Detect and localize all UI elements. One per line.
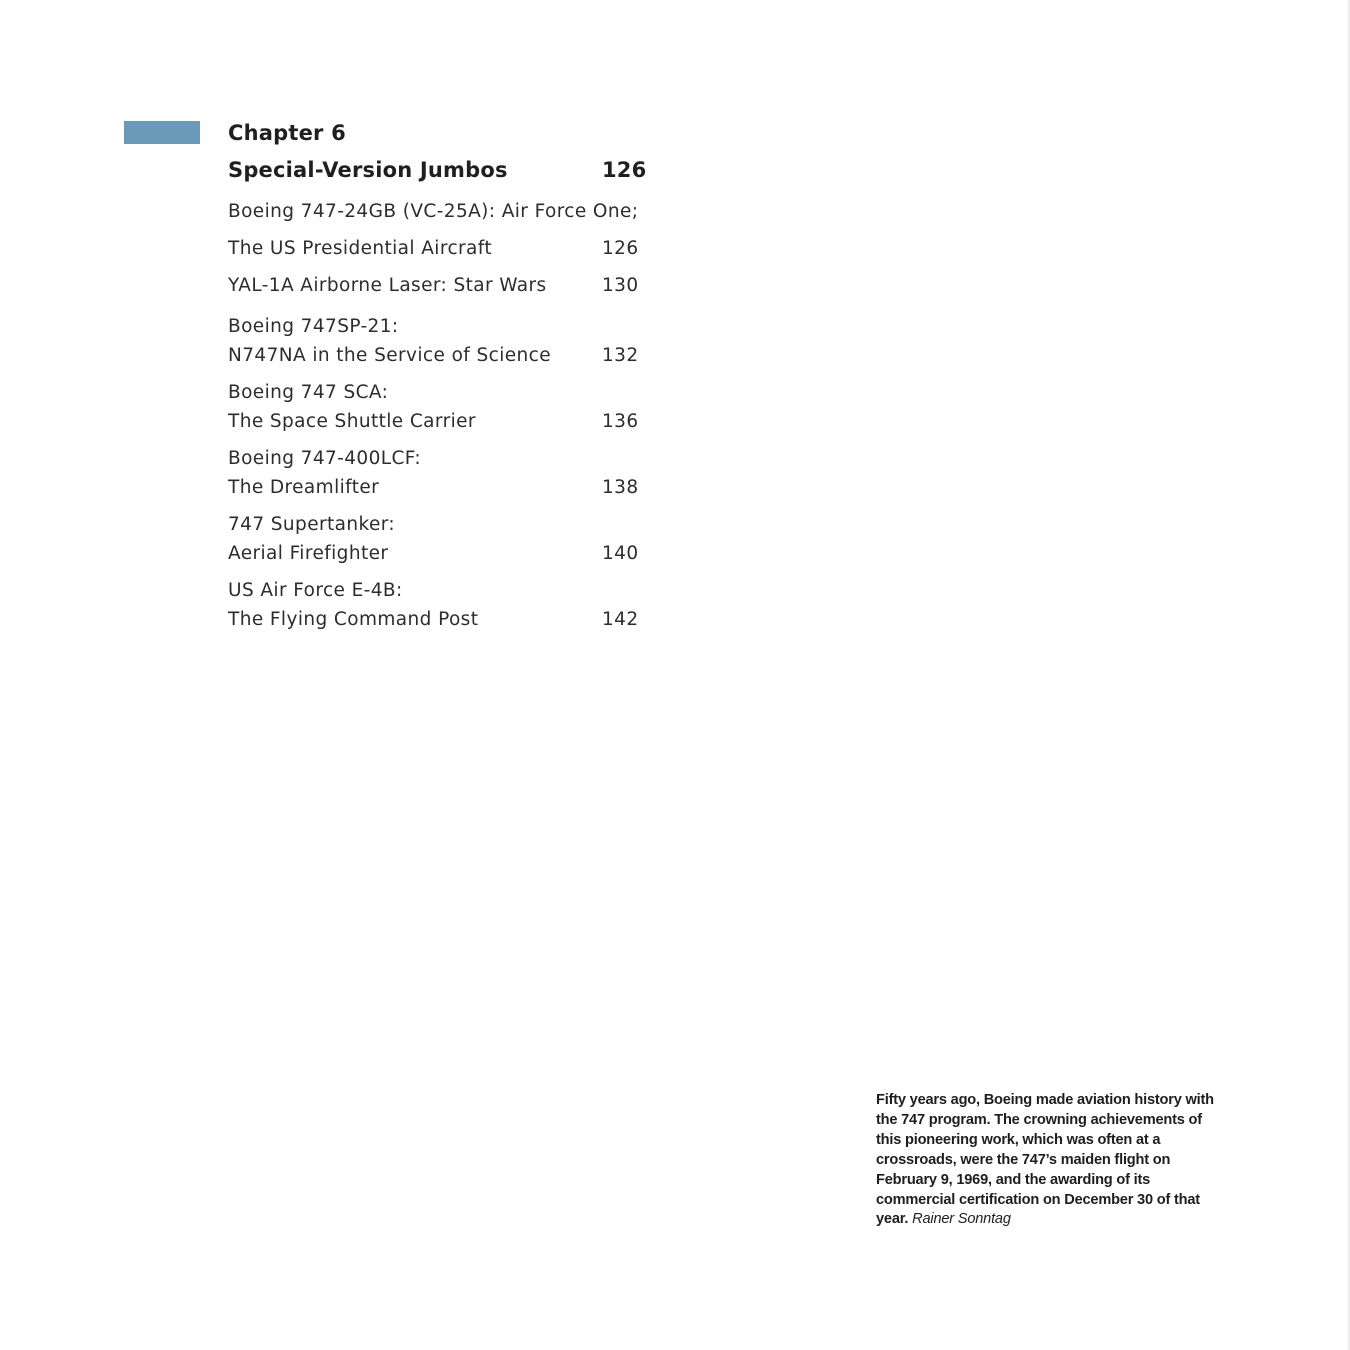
toc-entry-line: The Dreamlifter xyxy=(228,477,380,498)
toc-entry-line: The Space Shuttle Carrier xyxy=(228,411,476,432)
toc-entry-page: 142 xyxy=(602,609,639,630)
toc-entry-line: Boeing 747SP-21: xyxy=(228,316,399,337)
toc-entry-747sp[interactable] xyxy=(228,312,648,370)
toc-entry-line: N747NA in the Service of Science xyxy=(228,345,551,366)
toc-entry-page: 132 xyxy=(602,345,639,366)
toc-entry-page: 138 xyxy=(602,477,639,498)
toc-entry-line: US Air Force E-4B: xyxy=(228,580,403,601)
toc-entry-presidential-aircraft[interactable] xyxy=(228,230,648,267)
toc-entry-line: Boeing 747-400LCF: xyxy=(228,448,422,469)
chapter-title-row[interactable] xyxy=(228,150,648,190)
photo-caption xyxy=(876,1091,1228,1230)
toc-entry-air-force-one[interactable] xyxy=(228,193,648,230)
toc-entry-line: The US Presidential Aircraft xyxy=(228,238,492,259)
chapter-page-number: 126 xyxy=(602,158,647,182)
toc-entry-supertanker[interactable] xyxy=(228,510,648,568)
toc-entries xyxy=(228,193,648,634)
toc-entry-page: 140 xyxy=(602,543,639,564)
toc-entry-page: 126 xyxy=(602,238,639,259)
chapter-title: Special-Version Jumbos xyxy=(228,158,508,182)
toc-entry-e4b[interactable] xyxy=(228,576,648,634)
chapter-label: Chapter 6 xyxy=(228,121,346,145)
toc-entry-airborne-laser[interactable] xyxy=(228,267,648,304)
toc-entry-line: Boeing 747-24GB (VC-25A): Air Force One; xyxy=(228,201,639,222)
toc-entry-line: Aerial Firefighter xyxy=(228,543,389,564)
toc-entry-sca[interactable] xyxy=(228,378,648,436)
table-of-contents xyxy=(228,116,648,634)
caption-text: Fifty years ago, Boeing made aviation history with the 747 program. The crowning achievements of this pioneering work, which was often at a crossroads, were the 747’s maiden flight on February 9, 1969, and the awarding of its commercial certification on December 30 of that year. xyxy=(876,1092,1214,1228)
caption-author: Rainer Sonntag xyxy=(912,1211,1011,1228)
toc-entry-line: The Flying Command Post xyxy=(228,609,479,630)
toc-entry-line: 747 Supertanker: xyxy=(228,514,396,535)
toc-entry-dreamlifter[interactable] xyxy=(228,444,648,502)
toc-entry-page: 130 xyxy=(602,275,639,296)
chapter-accent-bar xyxy=(124,121,200,144)
toc-entry-line: YAL-1A Airborne Laser: Star Wars xyxy=(228,275,547,296)
toc-entry-line: Boeing 747 SCA: xyxy=(228,382,389,403)
toc-entry-page: 136 xyxy=(602,411,639,432)
